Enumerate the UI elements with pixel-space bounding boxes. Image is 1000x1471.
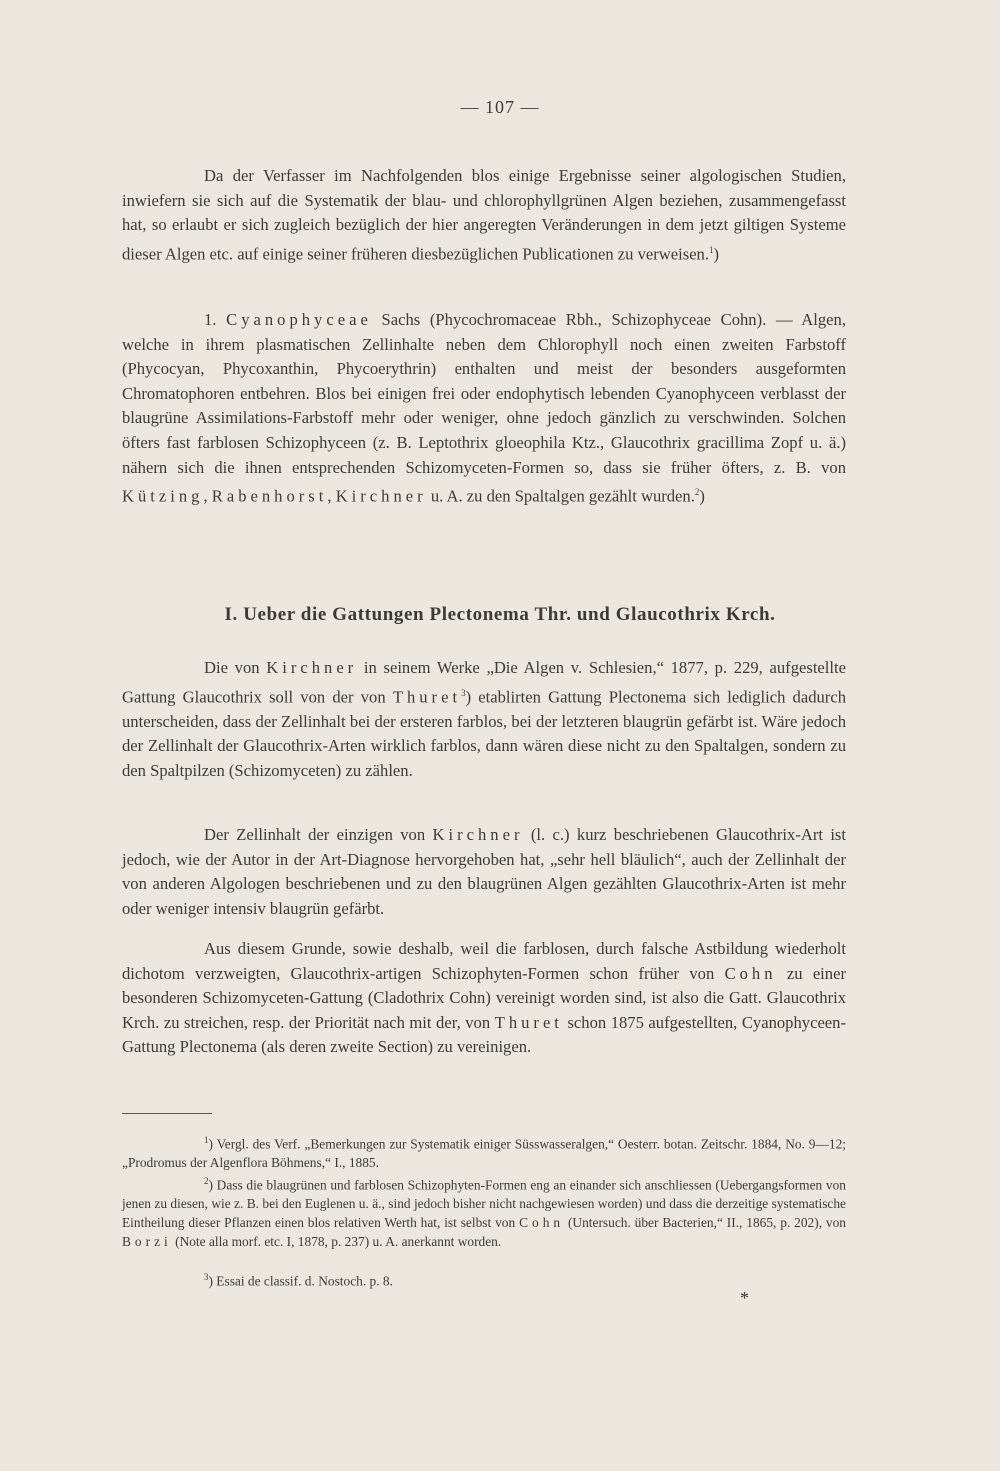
author-cohn: Cohn	[519, 1215, 565, 1231]
section-text: Sachs (Phycochromaceae Rbh., Schizophyceae Cohn). — Algen, welche in ihrem plasmatischen Zellinhalte neben dem Chlorophyll noch einen zweiten Farbstoff (Phycocyan, Phycoxanthin, Phycoerythrin) enthalten und meist der besonders ausgeformten Chromatophoren entbehren. Blos bei einigen frei oder endophytisch lebenden Cyanophyceen verblasst der blaugrüne Assimilations-Farbstoff mehr oder weniger, ohne jedoch gänzlich zu verschwinden. Solchen öfters fast farblosen Schizophyceen (z. B. Leptothrix gloeophila Ktz., Glaucothrix gracillima Zopf u. ä.) nähern sich die ihnen entsprechenden Schizomyceten-Formen so, dass sie früher öfters, z. B. von	[122, 310, 846, 477]
footnote-1	[122, 1131, 846, 1173]
footnote-2-text-c: (Note alla morf. etc. I, 1878, p. 237) u. A. anerkannt worden.	[175, 1233, 502, 1249]
p2-text-a: Der Zellinhalt der einzigen von	[204, 825, 426, 844]
signature-asterisk: *	[740, 1288, 749, 1308]
footnote-ref-1: 1	[709, 244, 714, 255]
section-cyanophyceae-paragraph	[122, 308, 846, 509]
footnote-ref-3: 3	[461, 687, 466, 698]
footnote-mark-3: 3	[204, 1272, 209, 1282]
p3-text-c: schon 1875 aufgestellten, Cyanophyceen-Gattung Plectonema (als deren zweite Section) zu vereinigen.	[122, 1012, 846, 1057]
p3-text-b: zu einer besonderen Schizomyceten-Gattung (Cladothrix Cohn) vereinigt worden sind, ist also die Gatt. Glaucothrix Krch. zu streichen, resp. der Priorität nach mit der, von	[122, 963, 846, 1032]
paragraph-glaucothrix-3	[122, 937, 846, 1060]
section-number: 1.	[204, 310, 217, 329]
section-ref-close: )	[699, 486, 705, 506]
footnote-1-text: ) Vergl. des Verf. „Bemerkungen zur Systematik einiger Süsswasseralgen,“ Oesterr. botan. Zeitschr. 1884, No. 9—12; „Prodromus der Algenflora Böhmens,“ I., 1885.	[122, 1136, 846, 1171]
intro-ref-close: )	[713, 244, 720, 264]
paragraph-glaucothrix-1	[122, 656, 846, 784]
p1-text-b: in seinem Werke „Die Algen v. Schlesien,“ 1877, p. 229, aufgestellte Gattung Glaucothrix soll von der von	[122, 658, 846, 707]
footnote-ref-2: 2	[694, 487, 700, 498]
section-text-end: u. A. zu den Spaltalgen gezählt wurden.	[430, 486, 695, 506]
footnote-3-text: ) Essai de classif. d. Nostoch. p. 8.	[208, 1273, 393, 1289]
p2-text-b: (l. c.) kurz beschriebenen Glaucothrix-Art ist jedoch, wie der Autor in der Art-Diagnose hervorgehoben hat, „sehr hell bläulich“, auch der Zellinhalt der von anderen Algologen beschriebenen und zu den blaugrünen Algen gezählten Glaucothrix-Arten ist mehr oder weniger intensiv blaugrün gefärbt.	[122, 825, 846, 918]
footnote-divider	[122, 1113, 212, 1114]
p3-text-a: Aus diesem Grunde, sowie deshalb, weil die farblosen, durch falsche Astbildung wiederholt dichotom verzweigten, Glaucothrix-artigen Schizophyten-Formen schon früher von	[122, 939, 846, 983]
author-thuret: Thuret	[494, 1012, 563, 1032]
footnote-mark-1: 1	[204, 1135, 209, 1145]
p1-text-a: Die von	[204, 658, 260, 677]
page-number: — 107 —	[460, 97, 540, 117]
p1-text-c: ) etablirten Gattung Plectonema sich lediglich dadurch unterscheiden, dass der Zellinhalt bei der ersteren farblos, bei der letzteren blaugrün gefärbt ist. Wäre jedoch der Zellinhalt der Glaucothrix-Arten wirklich farblos, dann wären diese nicht zu den Spaltalgen, sondern zu den Spaltpilzen (Schizomyceten) zu zählen.	[122, 687, 846, 780]
author-kirchner: Kirchner	[266, 658, 358, 677]
author-kirchner: Kirchner	[335, 486, 427, 506]
chapter-heading: I. Ueber die Gattungen Plectonema Thr. und Glaucothrix Krch.	[224, 604, 776, 625]
intro-text: Da der Verfasser im Nachfolgenden blos einige Ergebnisse seiner algologischen Studien, inwiefern sie sich auf die Systematik der blau- und chlorophyllgrünen Algen beziehen, zusammengefasst hat, so erlaubt er sich zugleich bezüglich der hier angeregten Veränderungen in dem jetzt giltigen Systeme dieser Algen etc. auf einige seiner früheren diesbezüglichen Publicationen zu verweisen.	[122, 166, 846, 264]
footnote-2-text-b: (Untersuch. über Bacterien,“ II., 1865, p. 202), von	[567, 1215, 846, 1231]
footnote-mark-2: 2	[204, 1176, 209, 1186]
author-cohn: Cohn	[724, 963, 777, 983]
author-rabenhorst: Rabenhorst	[211, 486, 328, 506]
footnote-2	[122, 1172, 846, 1252]
sep-2: ,	[327, 486, 332, 506]
author-kirchner: Kirchner	[432, 825, 524, 844]
footnote-2-text-a: ) Dass die blaugrünen und farblosen Schizophyten-Formen eng an einander sich anschliessen (Uebergangsformen von jenen zu diesen, wie z. B. bei den Euglenen u. ä., sind jedoch bisher nicht nachgewiesen worden) und dass die derzeitige systematische Eintheilung dieser Pflanzen einen blos relativen Werth hat, ist selbst von	[122, 1177, 846, 1231]
intro-paragraph	[122, 164, 846, 267]
paragraph-glaucothrix-2	[122, 823, 846, 921]
author-borzi: Borzi	[122, 1233, 172, 1249]
taxon-name-cyanophyceae: Cyanophyceae	[226, 310, 372, 329]
footnote-3	[122, 1268, 846, 1291]
author-kuetzing: Kützing	[122, 486, 204, 506]
sep-1: ,	[203, 486, 208, 506]
author-thuret: Thuret	[392, 687, 462, 707]
